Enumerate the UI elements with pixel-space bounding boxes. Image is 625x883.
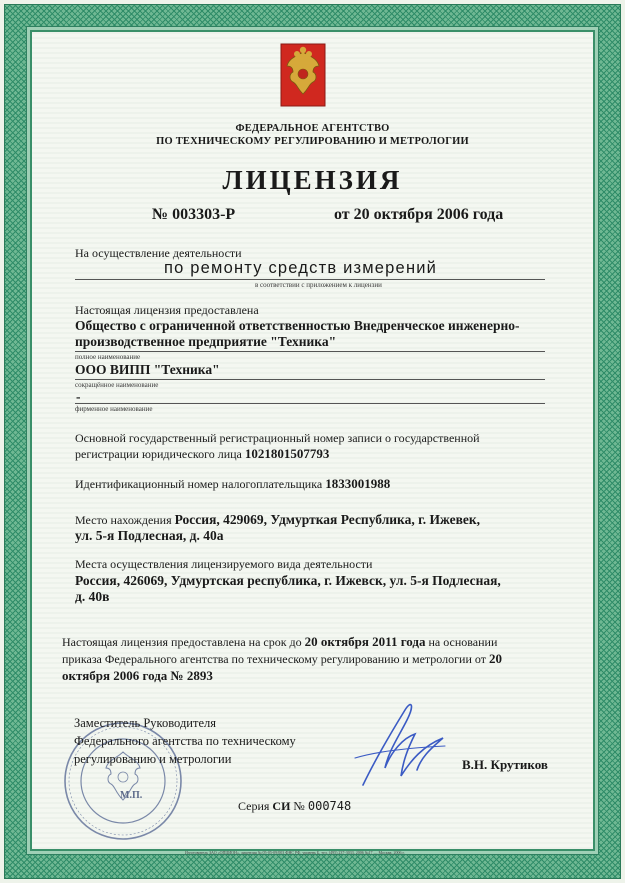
term-date: 20 октября 2011 года (304, 634, 426, 649)
license-number: № 003303-Р (152, 206, 236, 223)
agency-name-line2: ПО ТЕХНИЧЕСКОМУ РЕГУЛИРОВАНИЮ И МЕТРОЛОГИИ (156, 136, 469, 147)
licensee-short-name: ООО ВИПП "Техника" (75, 362, 220, 377)
activity-label: На осуществление деятельности (75, 246, 242, 260)
activity-place-line2: д. 40в (75, 589, 110, 604)
printer-footer: Изготовитель ЗАО «ОПЦИОН», лицензия № 05-05-09/003 ФНС РФ, уровень Б, тел. (495) 237-3033, 2006 №17 — Москва, 2006 г. (185, 850, 405, 855)
agency-name-line1: ФЕДЕРАЛЬНОЕ АГЕНТСТВО (235, 123, 390, 134)
location-row (75, 512, 480, 528)
term-text1: Настоящая лицензия предоставлена на срок до (62, 635, 302, 649)
licensee-brand-name: - (76, 389, 81, 404)
registration-label-line1: Основной государственный регистрационный номер записи о государственной (75, 431, 480, 445)
term-line1 (62, 634, 497, 650)
term-day: 20 (488, 651, 502, 666)
brand-name-caption: фирменное наименование (75, 405, 153, 413)
activity-place-line1: Россия, 426069, Удмуртская республика, г. Ижевск, ул. 5-я Подлесная, (75, 573, 501, 588)
license-date: от 20 октября 2006 года (334, 206, 504, 223)
brand-name-underline (75, 403, 545, 404)
inn-row (75, 476, 390, 492)
licensee-label: Настоящая лицензия предоставлена (75, 303, 259, 317)
term-text3: приказа Федерального агентства по техническому регулированию и метрологии от (62, 652, 486, 666)
term-order: октября 2006 года № 2893 (62, 668, 213, 683)
handwritten-signature (345, 690, 455, 800)
term-text2: на основании (428, 635, 498, 649)
serial-no-label: № (293, 799, 305, 813)
activity-value: по ремонту средств измерений (164, 259, 438, 277)
document-title: ЛИЦЕНЗИЯ (222, 165, 403, 195)
full-name-underline (75, 351, 545, 352)
short-name-underline (75, 379, 545, 380)
signatory-name: В.Н. Крутиков (462, 757, 548, 772)
full-name-caption: полное наименование (75, 353, 141, 361)
activity-note: в соответствии с приложением к лицензии (255, 281, 382, 289)
registration-label-line2 (75, 446, 329, 462)
location-line1: Россия, 429069, Удмурткая Республика, г. Ижевек, (174, 512, 481, 527)
inn-label: Идентификационный номер налогоплательщика (75, 477, 323, 491)
location-line2: ул. 5-я Подлесная, д. 40а (75, 528, 224, 543)
signatory-line1: Заместитель Руководителя (74, 716, 216, 730)
activity-underline (75, 279, 545, 280)
location-label: Место нахождения (75, 513, 172, 527)
seal-mp-mark: М.П. (120, 790, 143, 801)
registration-number: 1021801507793 (244, 446, 330, 461)
serial-line (238, 799, 351, 814)
activity-place-label: Места осуществления лицензируемого вида деятельности (75, 557, 373, 571)
signatory-line2: Федерального агентства по техническому (74, 734, 296, 748)
short-name-caption: сокращённое наименование (75, 381, 159, 389)
coat-of-arms-icon (279, 42, 327, 108)
serial-number: 000748 (307, 799, 352, 813)
registration-label-text: регистрации юридического лица (75, 447, 242, 461)
inn-number: 1833001988 (325, 476, 391, 491)
serial-series: СИ (272, 799, 291, 813)
signatory-line3: регулированию и метрологии (74, 752, 232, 766)
licensee-full-name-line1: Общество с ограниченной ответственностью Внедренческое инженерно- (75, 318, 520, 333)
term-line2 (62, 651, 502, 667)
serial-label: Серия (238, 799, 270, 813)
licensee-full-name-line2: производственное предприятие "Техника" (75, 334, 337, 349)
